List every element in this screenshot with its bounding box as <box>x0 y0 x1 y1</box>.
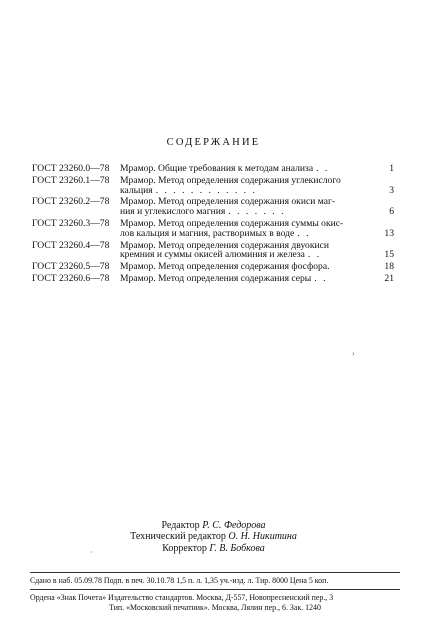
toc-entry-page-number: 21 <box>384 272 394 284</box>
toc-entry-page-number: 6 <box>389 206 394 218</box>
toc-entry-title-line: Мрамор. Метод определения содержания фосфора. <box>120 261 330 273</box>
imprint-middle-rule <box>30 589 400 590</box>
toc-entry-code: ГОСТ 23260.6—78 <box>32 272 110 284</box>
toc-entry <box>32 197 394 217</box>
toc-leader-dots: . . <box>297 228 311 239</box>
stray-print-mark: › <box>352 349 355 358</box>
table-of-contents <box>32 164 394 286</box>
toc-entry-title-line: кремния и суммы окисей алюминия и железа <box>120 249 305 261</box>
imprint-print-details: Сдано в наб. 05.09.78 Подп. в печ. 30.10.78 1,5 п. л. 1,35 уч.-изд. л. Тир. 8000 Цена 5 коп. <box>30 576 329 585</box>
toc-entry-code: ГОСТ 23260.5—78 <box>32 261 110 273</box>
toc-leader-dots: . . <box>314 273 328 284</box>
imprint-block <box>30 570 400 614</box>
toc-entry-title-line: ния и углекислого магния <box>120 206 226 218</box>
toc-entry-title-line: Мрамор. Метод определения содержания окиси маг- <box>120 197 336 208</box>
page-title: СОДЕРЖАНИЕ <box>166 137 261 148</box>
toc-entry-code: ГОСТ 23260.1—78 <box>32 174 110 186</box>
imprint-printer: Тип. «Московский печатник». Москва, Лялин пер., 6. Зак. 1240 <box>109 603 321 612</box>
credit-tech-editor: Технический редактор О. Н. Никитина <box>130 531 297 543</box>
toc-entry-page-number: 18 <box>384 261 394 273</box>
toc-entry-page-number: 15 <box>384 249 394 261</box>
toc-entry <box>32 274 394 284</box>
toc-entry-title-line: Мрамор. Метод определения содержания двуокиси <box>120 240 330 251</box>
credit-proofreader: Корректор Г. В. Бобкова <box>162 542 265 554</box>
toc-leader-dots: . . . . . . . <box>228 207 286 217</box>
toc-entry <box>32 241 394 261</box>
toc-entry-title-line: Мрамор. Метод определения содержания суммы окис- <box>120 218 344 229</box>
toc-entry-page-number: 13 <box>384 227 394 239</box>
toc-leader-dots <box>329 262 380 272</box>
toc-entry <box>32 262 394 272</box>
toc-entry-code: ГОСТ 23260.4—78 <box>32 239 110 251</box>
toc-entry-code: ГОСТ 23260.0—78 <box>32 163 110 174</box>
toc-entry-code: ГОСТ 23260.3—78 <box>32 217 110 229</box>
toc-entry-title-line: лов кальция и магния, растворимых в воде <box>120 227 295 239</box>
stray-print-mark: · <box>90 548 93 557</box>
credit-editor: Редактор Р. С. Федорова <box>161 520 266 531</box>
toc-entry <box>32 164 394 174</box>
toc-entry-title-line: Мрамор. Метод определения содержания углекислого <box>120 175 341 186</box>
toc-entry-title-line: Мрамор. Метод определения содержания серы <box>120 272 312 284</box>
toc-leader-dots: . . <box>316 164 330 174</box>
imprint-publisher: Ордена «Знак Почета» Издательство стандартов. Москва, Д-557, Новопресненский пер., 3 <box>30 592 334 602</box>
toc-entry-code: ГОСТ 23260.2—78 <box>32 196 110 208</box>
toc-entry <box>32 176 394 196</box>
imprint-top-rule <box>30 572 400 573</box>
toc-leader-dots: . . <box>307 250 322 261</box>
toc-entry-page-number: 1 <box>389 163 394 174</box>
toc-entry-title-line: кальция <box>120 184 153 196</box>
credits-block <box>0 520 427 554</box>
toc-entry-title-line: Мрамор. Общие требования к методам анализа <box>120 163 314 174</box>
toc-entry-page-number: 3 <box>389 184 394 196</box>
toc-leader-dots: . . . . . . . . . . . . <box>155 185 257 196</box>
toc-entry <box>32 219 394 239</box>
